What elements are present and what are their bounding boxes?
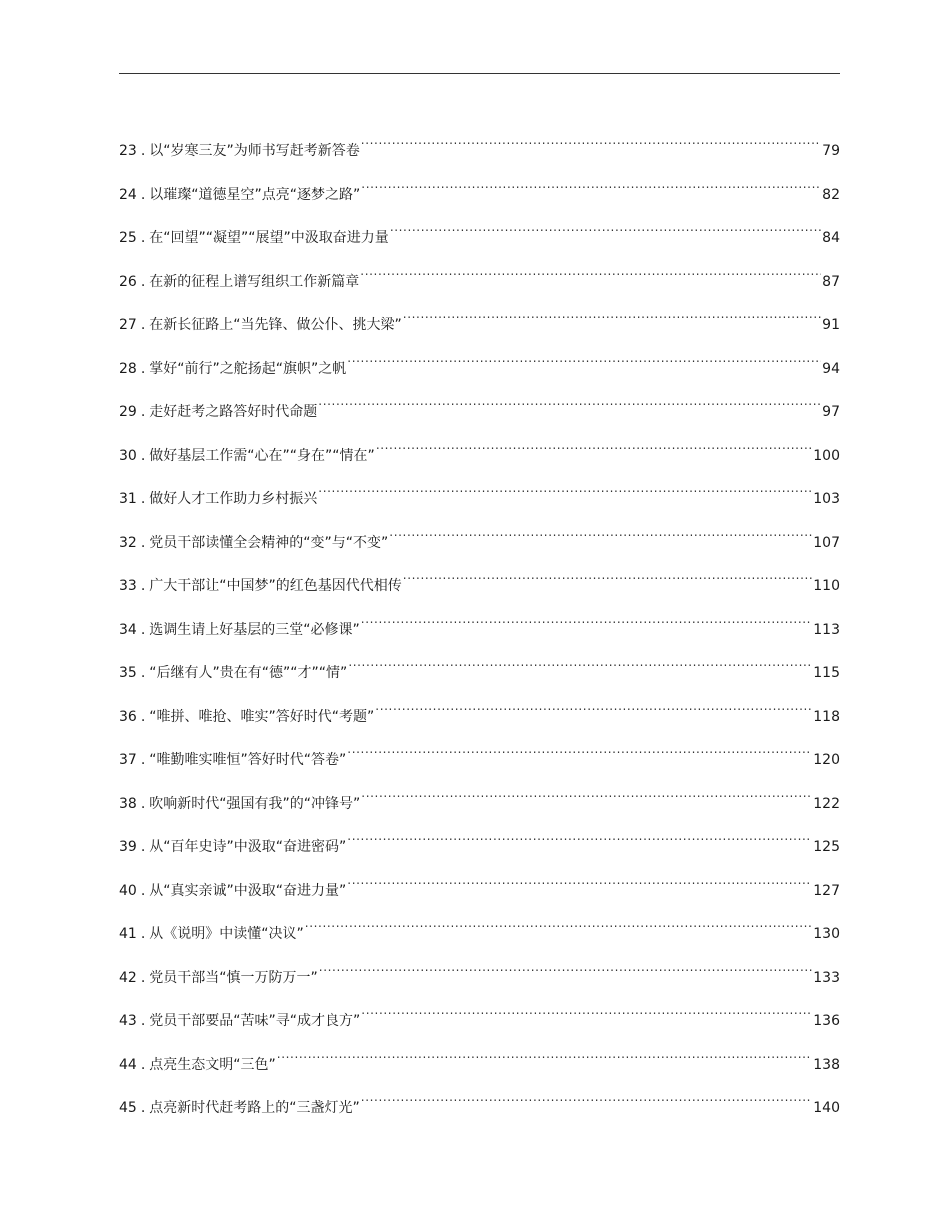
toc-entry-separator: . — [140, 1056, 146, 1073]
toc-entry-number: 45 — [119, 1100, 137, 1116]
toc-dot-leader — [319, 952, 812, 982]
toc-dot-leader — [375, 691, 812, 721]
toc-entry-number: 25 — [119, 230, 137, 246]
toc-dot-leader — [361, 995, 812, 1025]
toc-dot-leader — [403, 299, 821, 329]
toc-entry-number: 37 — [119, 752, 137, 768]
toc-entry-page-number: 84 — [822, 230, 840, 246]
toc-entry[interactable] — [119, 473, 840, 517]
toc-entry-separator: . — [140, 360, 146, 377]
toc-entry-title: 点亮生态文明“三色” — [149, 1056, 276, 1073]
toc-entry[interactable] — [119, 125, 840, 169]
toc-entry-page-number: 115 — [813, 665, 840, 681]
toc-dot-leader — [347, 821, 812, 851]
toc-entry-title: “唯拼、唯抢、唯实”答好时代“考题” — [149, 708, 375, 725]
toc-entry-page-number: 136 — [813, 1013, 840, 1029]
toc-entry-page-number: 138 — [813, 1056, 840, 1073]
toc-entry-page-number: 87 — [822, 273, 840, 290]
toc-entry-number: 33 — [119, 578, 137, 594]
toc-entry-page-number: 127 — [813, 882, 840, 899]
toc-entry-page-number: 140 — [813, 1100, 840, 1116]
toc-entry-separator: . — [140, 186, 146, 203]
toc-entry-title: 以璀璨“道德星空”点亮“逐梦之路” — [149, 186, 361, 203]
toc-entry-title: 党员干部当“慎一万防万一” — [149, 969, 318, 986]
toc-entry-number: 32 — [119, 534, 137, 551]
toc-entry-page-number: 118 — [813, 708, 840, 725]
toc-dot-leader — [347, 343, 821, 373]
toc-entry[interactable] — [119, 1082, 840, 1126]
toc-dot-leader — [347, 734, 812, 764]
toc-entry[interactable] — [119, 995, 840, 1039]
toc-dot-leader — [318, 473, 812, 503]
toc-entry-separator: . — [140, 404, 146, 420]
toc-entry-title: 做好基层工作需“心在”“身在”“情在” — [149, 447, 375, 464]
toc-entry[interactable] — [119, 691, 840, 735]
toc-entry-title: 广大干部让“中国梦”的红色基因代代相传 — [149, 578, 402, 594]
toc-entry[interactable] — [119, 256, 840, 300]
toc-entry[interactable] — [119, 647, 840, 691]
toc-entry-separator: . — [140, 447, 146, 464]
toc-entry-title: 党员干部要品“苦味”寻“成才良方” — [149, 1013, 361, 1029]
toc-entry-number: 39 — [119, 839, 137, 855]
toc-entry-title: 掌好“前行”之舵扬起“旗帜”之帆 — [149, 360, 347, 377]
toc-entry-title: 以“岁寒三友”为师书写赶考新答卷 — [149, 143, 360, 159]
toc-dot-leader — [305, 908, 812, 938]
toc-entry-separator: . — [140, 1013, 146, 1029]
toc-entry-separator: . — [140, 534, 146, 551]
toc-entry-separator: . — [140, 795, 146, 812]
toc-entry[interactable] — [119, 343, 840, 387]
toc-entry-page-number: 103 — [813, 491, 840, 507]
toc-dot-leader — [318, 386, 821, 416]
toc-entry-title: “唯勤唯实唯恒”答好时代“答卷” — [149, 752, 347, 768]
toc-entry-number: 23 — [119, 143, 137, 159]
toc-entry-separator: . — [140, 665, 146, 681]
toc-entry-page-number: 100 — [813, 447, 840, 464]
toc-entry-title: 选调生请上好基层的三堂“必修课” — [149, 621, 360, 638]
toc-entry-separator: . — [140, 621, 146, 638]
toc-dot-leader — [361, 1082, 812, 1112]
toc-entry-page-number: 79 — [822, 143, 840, 159]
toc-entry-separator: . — [140, 578, 146, 594]
toc-entry-title: 党员干部读懂全会精神的“变”与“不变” — [149, 534, 389, 551]
toc-entry-page-number: 97 — [822, 404, 840, 420]
toc-entry-title: 在新的征程上谱写组织工作新篇章 — [149, 273, 360, 290]
toc-entry-page-number: 122 — [813, 795, 840, 812]
toc-dot-leader — [277, 1039, 812, 1069]
toc-entry-number: 41 — [119, 926, 137, 942]
toc-entry[interactable] — [119, 560, 840, 604]
toc-dot-leader — [348, 647, 812, 677]
toc-entry-title: 走好赶考之路答好时代命题 — [149, 404, 318, 420]
toc-dot-leader — [361, 125, 821, 155]
toc-entry-number: 38 — [119, 795, 137, 812]
toc-entry[interactable] — [119, 734, 840, 778]
toc-entry[interactable] — [119, 604, 840, 648]
toc-entry-separator: . — [140, 708, 146, 725]
toc-entry-number: 24 — [119, 186, 137, 203]
toc-entry-page-number: 82 — [822, 186, 840, 203]
toc-entry-title: 在新长征路上“当先锋、做公仆、挑大梁” — [149, 317, 402, 333]
toc-entry[interactable] — [119, 212, 840, 256]
table-of-contents — [119, 125, 840, 1126]
toc-entry-page-number: 125 — [813, 839, 840, 855]
toc-entry[interactable] — [119, 821, 840, 865]
toc-entry-separator: . — [140, 926, 146, 942]
header-rule — [119, 73, 840, 74]
toc-entry-page-number: 113 — [813, 621, 840, 638]
toc-entry-separator: . — [140, 1100, 146, 1116]
toc-entry-number: 42 — [119, 969, 137, 986]
toc-entry-number: 35 — [119, 665, 137, 681]
toc-entry-separator: . — [140, 317, 146, 333]
toc-entry[interactable] — [119, 299, 840, 343]
toc-entry-number: 29 — [119, 404, 137, 420]
toc-entry-separator: . — [140, 839, 146, 855]
toc-entry-separator: . — [140, 882, 146, 899]
toc-entry[interactable] — [119, 865, 840, 909]
toc-entry-title: 从“百年史诗”中汲取“奋进密码” — [149, 839, 347, 855]
toc-dot-leader — [361, 169, 821, 199]
toc-entry[interactable] — [119, 778, 840, 822]
toc-entry-number: 28 — [119, 360, 137, 377]
toc-entry-number: 36 — [119, 708, 137, 725]
toc-entry-separator: . — [140, 143, 146, 159]
toc-entry-page-number: 110 — [813, 578, 840, 594]
toc-entry-number: 26 — [119, 273, 137, 290]
toc-entry-page-number: 130 — [813, 926, 840, 942]
toc-entry-number: 30 — [119, 447, 137, 464]
toc-entry-page-number: 120 — [813, 752, 840, 768]
toc-dot-leader — [361, 778, 812, 808]
toc-entry[interactable] — [119, 430, 840, 474]
toc-dot-leader — [376, 430, 812, 460]
toc-entry-title: 从“真实亲诚”中汲取“奋进力量” — [149, 882, 347, 899]
toc-entry-number: 40 — [119, 882, 137, 899]
toc-entry-separator: . — [140, 752, 146, 768]
toc-entry-page-number: 107 — [813, 534, 840, 551]
toc-entry-title: 吹响新时代“强国有我”的“冲锋号” — [149, 795, 361, 812]
toc-dot-leader — [403, 560, 812, 590]
toc-dot-leader — [360, 256, 821, 286]
toc-entry-separator: . — [140, 273, 146, 290]
toc-dot-leader — [389, 517, 812, 547]
toc-entry-page-number: 133 — [813, 969, 840, 986]
toc-entry-page-number: 91 — [822, 317, 840, 333]
toc-entry-title: “后继有人”贵在有“德”“才”“情” — [149, 665, 348, 681]
toc-dot-leader — [390, 212, 821, 242]
toc-entry-number: 31 — [119, 491, 137, 507]
toc-entry[interactable] — [119, 169, 840, 213]
toc-entry-title: 做好人才工作助力乡村振兴 — [149, 491, 318, 507]
toc-entry-title: 点亮新时代赶考路上的“三盏灯光” — [149, 1100, 360, 1116]
toc-entry[interactable] — [119, 952, 840, 996]
toc-entry-number: 44 — [119, 1056, 137, 1073]
toc-entry-title: 在“回望”“凝望”“展望”中汲取奋进力量 — [149, 230, 389, 246]
toc-entry-separator: . — [140, 230, 146, 246]
toc-entry-number: 43 — [119, 1013, 137, 1029]
toc-dot-leader — [347, 865, 812, 895]
toc-entry[interactable] — [119, 517, 840, 561]
toc-entry[interactable] — [119, 1039, 840, 1083]
toc-entry-separator: . — [140, 969, 146, 986]
toc-dot-leader — [361, 604, 812, 634]
toc-entry-number: 27 — [119, 317, 137, 333]
toc-entry-page-number: 94 — [822, 360, 840, 377]
toc-entry-number: 34 — [119, 621, 137, 638]
toc-entry-title: 从《说明》中读懂“决议” — [149, 926, 304, 942]
toc-entry-separator: . — [140, 491, 146, 507]
toc-entry[interactable] — [119, 386, 840, 430]
toc-entry[interactable] — [119, 908, 840, 952]
